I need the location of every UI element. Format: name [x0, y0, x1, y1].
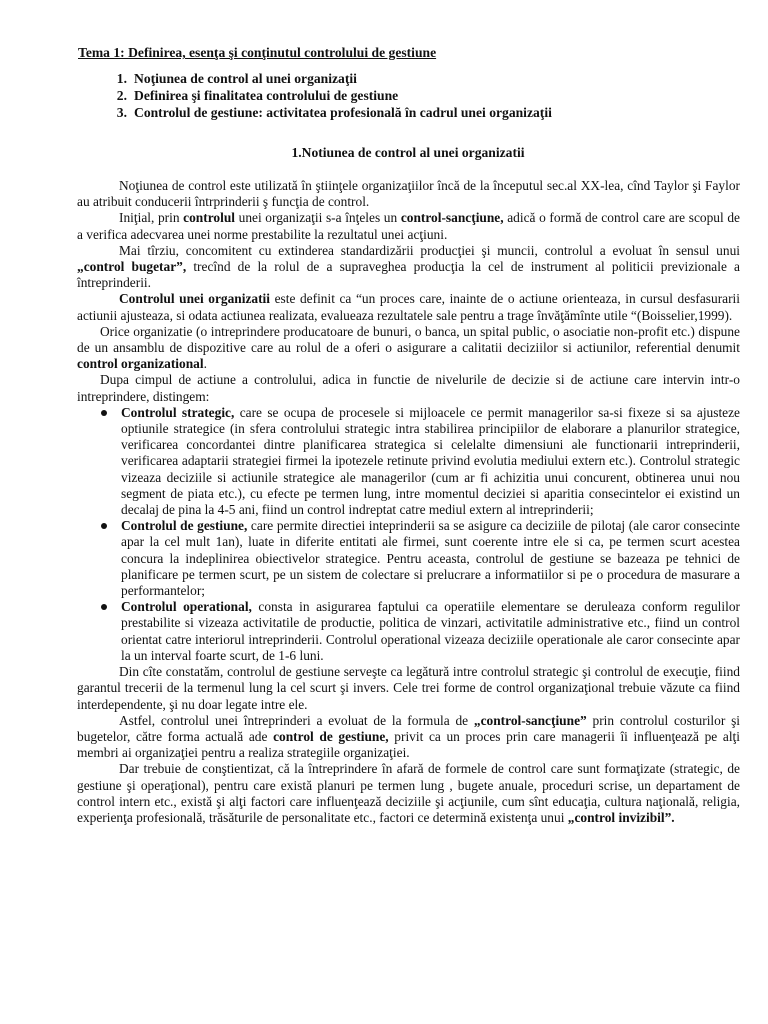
document-body — [77, 178, 740, 826]
bold-text: „control-sancţiune” — [473, 712, 587, 728]
paragraph: Dupa cimpul de actiune a controlului, adica in functie de nivelurile de decizie si de actiune care intervin intr-o intreprindere, distingem: — [77, 372, 740, 404]
bullet-icon — [101, 604, 107, 610]
text-run: privit ca un proces prin care managerii îi influenţează pe alţi membri ai organizaţiei pentru a realiza strategiile organizaţiei. — [77, 728, 740, 761]
bold-text: control de gestiune, — [273, 728, 389, 744]
bold-text: „control invizibil”. — [567, 809, 675, 825]
list-item — [77, 518, 740, 599]
text-run: Dar trebuie de conştientizat, că la întreprindere în afară de formele de control care sunt formaţizate (strategic, de gestiune şi operaţional), pentru care există planuri pe termen lung , bugete anuale, proceduri scrise, un departament de control intern etc., există şi alţi factori care influenţează deciziile şi acţiunile, cum sînt educaţia, cultura naţională, religia, experienţa profesională, trăsăturile de personalitate etc., factori ce determină existenţa unui — [77, 761, 740, 825]
text-run: unei organizaţii s-a înţeles un — [235, 210, 401, 226]
bold-text: Controlul de gestiune, — [121, 518, 248, 534]
paragraph — [77, 243, 740, 292]
paragraph — [77, 713, 740, 762]
text-run: . — [203, 356, 207, 372]
document-title: Tema 1: Definirea, esenţa şi conţinutul controlului de gestiune — [78, 45, 437, 60]
paragraph — [77, 210, 740, 242]
text-run: Astfel, controlul unei întreprinderi a evoluat de la formula de — [119, 712, 474, 728]
toc-text: Noţiunea de control al unei organizaţii — [134, 71, 357, 86]
bold-text: control-sancţiune, — [400, 210, 504, 226]
toc-number: 2. — [116, 88, 127, 104]
text-run: trecînd de la rolul de a supraveghea producţia la cel de instrument al politicii previzionale a întreprinderii. — [77, 259, 740, 291]
bold-text: Controlul unei organizatii — [119, 291, 270, 307]
text-run: adică o formă de control care are scopul de a verifica adecvarea unei norme prestabilite la rezultatul unei acţiuni. — [77, 210, 740, 242]
paragraph — [77, 291, 740, 323]
list-item — [77, 599, 740, 664]
table-of-contents — [78, 70, 738, 122]
paragraph — [77, 761, 740, 826]
text-run: prin controlul costurilor şi bugetelor, către forma actuală ade — [77, 712, 741, 744]
bold-text: controlul — [183, 210, 235, 226]
toc-text: Definirea şi finalitatea controlului de gestiune — [134, 88, 399, 104]
toc-item — [78, 104, 738, 121]
toc-text: Controlul de gestiune: activitatea profesională în cadrul unei organizaţii — [134, 105, 552, 121]
text-run: este definit ca “un proces care, inainte de o actiune orienteaza, in cursul desfasurarii actiunii ajusteaza, si odata actiunea realizata, evalueaza rezultatele sale pentru a trage învăţămînte utile “(Boisselier,1999). — [77, 291, 740, 323]
text-run: care permite directiei inteprinderii sa se asigure ca deciziile de pilotaj (ale caror consecinte apar la cel mult 1an), luate in diferite entitati ale firmei, sunt coerente intre ele si ca, pe termen scurt acestea concura la indeplinirea obiectivelor strategice. Pentru aceasta, controlul de gestiune se bazeaza pe tehnici de planificare pe termen scurt, pe un sistem de colectare si prelucrare a informatiilor si pe o procedura de masurare a performantelor; — [121, 518, 740, 599]
list-item — [77, 405, 740, 518]
bullet-icon — [101, 523, 107, 529]
bold-text: Controlul operational, — [121, 599, 252, 615]
text-run: care se ocupa de procesele si mijloacele ce permit managerilor sa-si fixeze si sa ajusteze optiunile strategice (in sfera controlului strategic intra stabilirea principiilor de elaborare a planurilor strategice, verificarea concordantei dintre planificarea strategica si celelalte dimensiuni ale functionarii intreprinderii, verificarea adaptarii strategiei firmei la ipotezele retinute privind evolutia mediului extern etc.). Controlul strategic vizeaza deciziile si actiunile strategice ale managerilor (cum ar fi achizitia unui concurent, obtinerea unui nou segment de piata etc.), cu efecte pe termen lung, intre momentul deciziei si aparitia consecintelor ei existind un decalaj de pina la 4-5 ani, fiind un control indreptat catre mediul extern al intreprinderii; — [121, 404, 741, 518]
section-heading: 1.Notiunea de control al unei organizatii — [291, 145, 525, 160]
text-run: Iniţial, prin — [119, 210, 184, 226]
paragraph — [77, 324, 740, 373]
paragraph: Din cîte constatăm, controlul de gestiune serveşte ca legătură intre controlul strategic şi controlul de execuţie, fiind garantul trecerii de la termenul lung la cel scurt şi invers. Cele trei forme de control organizaţional trebuie văzute ca fiind interdependente, şi nu doar legate intre ele. — [77, 664, 740, 712]
toc-item — [78, 87, 738, 104]
toc-number: 1. — [116, 71, 127, 86]
toc-number: 3. — [116, 105, 127, 121]
text-run: Mai tîrziu, concomitent cu extinderea standardizării producţiei şi muncii, controlul a evoluat în sensul unui — [119, 242, 740, 258]
paragraph: Noţiunea de control este utilizată în ştiinţele organizaţiilor încă de la începutul sec.al XX-lea, cînd Taylor şi Faylor au atribuit conducerii întrprinderii ş funcţia de control. — [77, 178, 740, 210]
toc-item — [78, 70, 738, 87]
bold-text: control organizational — [77, 356, 204, 372]
text-run: consta in asigurarea faptului ca operatiile elementare se deruleaza conform regulilor prestabilite si vizeaza activitatile de productie, politica de vinzari, activitatile administrative etc., fiind un control orientat catre interiorul intreprinderii. Controlul operational vizeaza deciziile operationale ale caror consecinte apar la un interval foarte scurt, de 1-6 luni. — [121, 599, 740, 663]
bullet-icon — [101, 410, 107, 416]
text-run: Orice organizatie (o intreprindere producatoare de bunuri, o banca, un spital public, o asociatie non-profit etc.) dispune de un ansamblu de dispozitive care au rolul de a oferi o asigurare a calitatii deciziilor si actiunilor, referential denumit — [77, 323, 740, 356]
bold-text: „control bugetar”, — [77, 259, 187, 275]
bold-text: Controlul strategic, — [121, 404, 235, 420]
